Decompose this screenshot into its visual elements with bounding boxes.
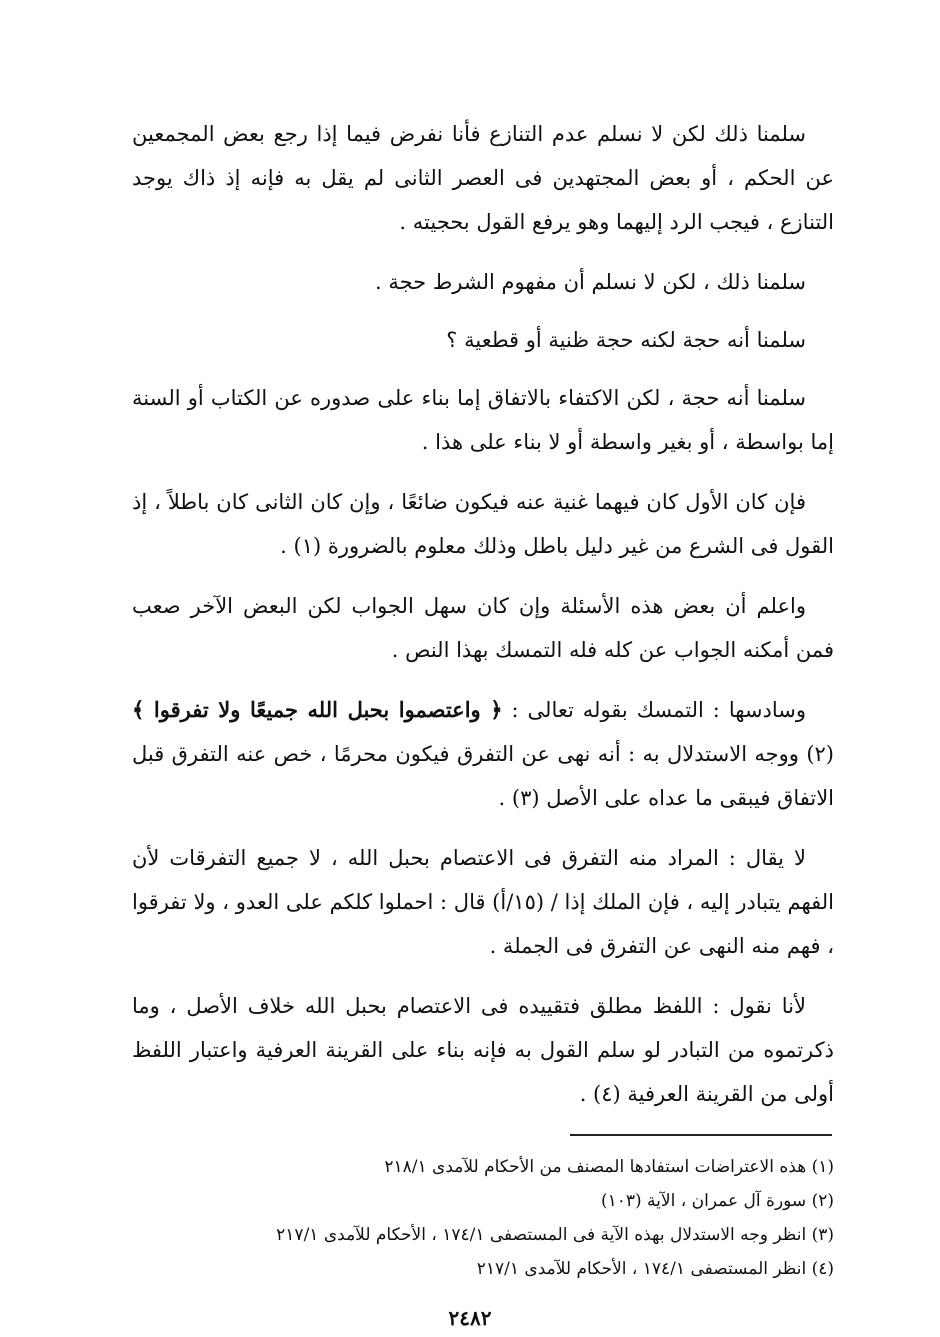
footnote-divider <box>570 1134 832 1136</box>
paragraph-1: سلمنا ذلك لكن لا نسلم عدم التنازع فأنا نفرض فيما إذا رجع بعض المجمعين عن الحكم ، أو بعض المجتهدين فى العصر الثانى لم يقل به فإنه إذ ذاك يوجد التنازع ، فيجب الرد إليهما وهو يرفع القول بحجيته . <box>132 122 834 234</box>
paragraph-9: لأنا نقول : اللفظ مطلق فتقييده فى الاعتصام بحبل الله خلاف الأصل ، وما ذكرتموه من التبادر لو سلم القول به فإنه بناء على القرينة العرفية واعتبار اللفظ أولى من القرينة العرفية (٤) . <box>132 994 834 1106</box>
paragraph-2: سلمنا ذلك ، لكن لا نسلم أن مفهوم الشرط حجة . <box>375 270 806 294</box>
footnote-2: (٢) سورة آل عمران ، الآية (١٠٣) <box>600 1191 834 1211</box>
paragraph-6: واعلم أن بعض هذه الأسئلة وإن كان سهل الجواب لكن البعض الآخر صعب فمن أمكنه الجواب عن كله فله التمسك بهذا النص . <box>132 594 834 662</box>
page-number: ٢٤٨٢ <box>448 1306 492 1330</box>
paragraph-3: سلمنا أنه حجة لكنه حجة ظنية أو قطعية ؟ <box>446 328 806 352</box>
main-text <box>132 112 834 1132</box>
paragraph-4: سلمنا أنه حجة ، لكن الاكتفاء بالاتفاق إما بناء على صدوره عن الكتاب أو السنة إما بواسطة ، أو بغير واسطة أو لا بناء على هذا . <box>132 386 834 454</box>
paragraph-8: لا يقال : المراد منه التفرق فى الاعتصام بحبل الله ، لا جميع التفرقات لأن الفهم يتبادر إليه ، فإن الملك إذا / (١٥/أ) قال : احملوا كلكم على العدو ، ولا تفرقوا ، فهم منه النهى عن التفرق فى الجملة . <box>132 846 834 958</box>
paragraph-5: فإن كان الأول كان فيهما غنية عنه فيكون ضائعًا ، وإن كان الثانى كان باطلاً ، إذ القول فى الشرع من غير دليل باطل وذلك معلوم بالضرورة (١) . <box>132 490 834 558</box>
footnote-1: (١) هذه الاعتراضات استفادها المصنف من الأحكام للآمدى ٢١٨/١ <box>384 1157 834 1177</box>
paragraph-7-rest: (٢) ووجه الاستدلال به : أنه نهى عن التفرق فيكون محرمًا ، خص عنه التفرق قبل الاتفاق فيبقى ما عداه على الأصل (٣) . <box>132 742 834 810</box>
quran-verse: ﴿ واعتصموا بحبل الله جميعًا ولا تفرقوا ﴾ <box>132 697 503 722</box>
paragraph-7 <box>132 688 834 820</box>
footnote-4: (٤) انظر المستصفى ١٧٤/١ ، الأحكام للآمدى ٢١٧/١ <box>476 1259 834 1279</box>
paragraph-7-intro: وسادسها : التمسك بقوله تعالى : <box>502 698 806 722</box>
footnotes <box>140 1150 834 1286</box>
footnote-3: (٣) انظر وجه الاستدلال بهذه الآية فى المستصفى ١٧٤/١ ، الأحكام للآمدى ٢١٧/١ <box>276 1225 834 1245</box>
